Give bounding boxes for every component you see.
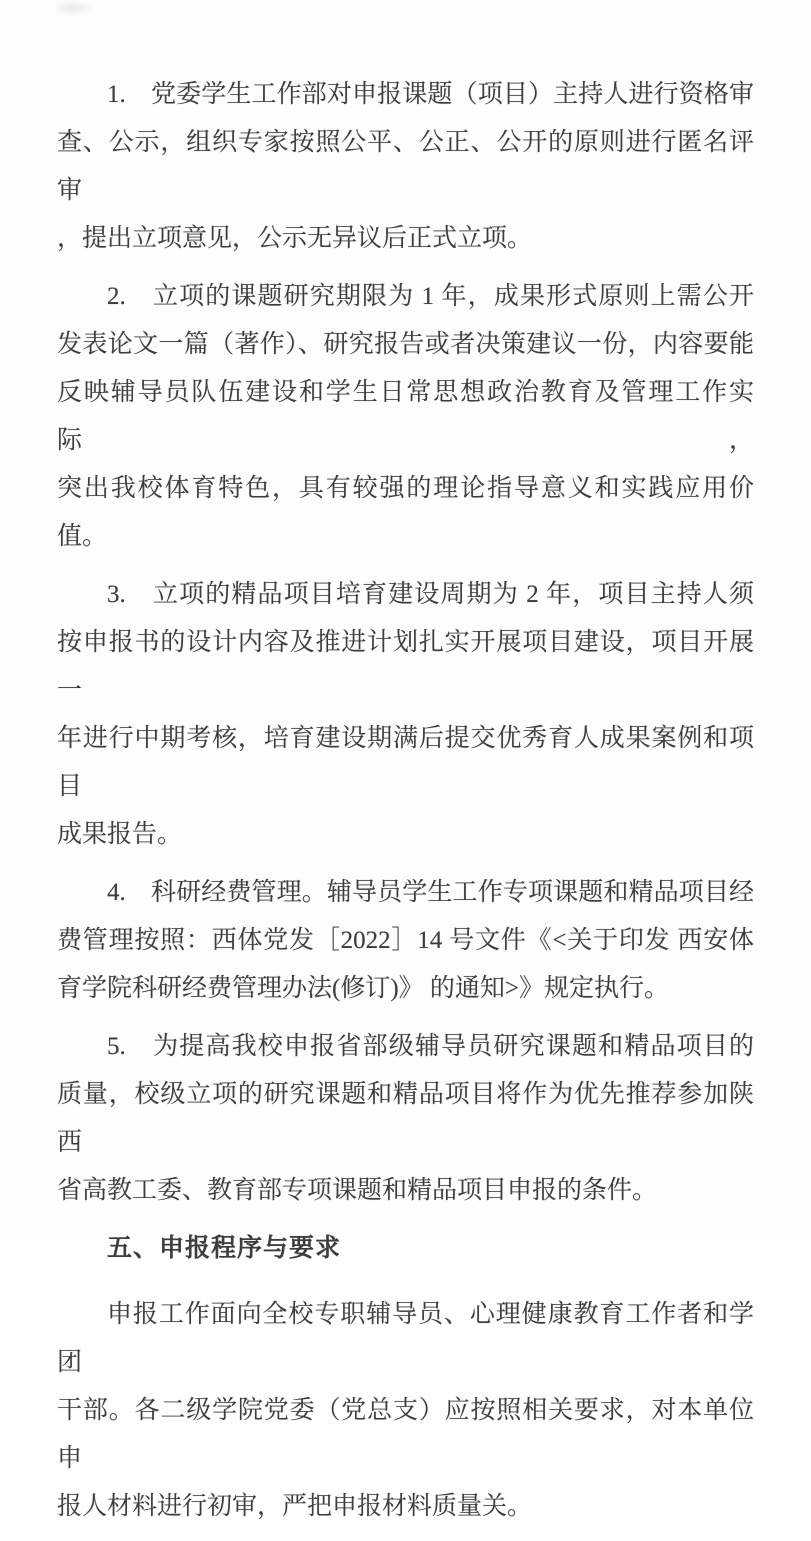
text-line: 干部。各二级学院党委（党总支）应按照相关要求，对本单位申: [57, 1397, 754, 1472]
heading-line: 五、申报程序与要求: [107, 1235, 342, 1262]
text-line: ，提出立项意见，公示无异议后正式立项。: [57, 225, 533, 252]
body-paragraph: [57, 571, 754, 859]
document-content: [57, 71, 754, 1541]
text-line: 5. 为提高我校申报省部级辅导员研究课题和精品项目的: [107, 1033, 754, 1060]
text-line: 2. 立项的课题研究期限为 1 年，成果形式原则上需公开: [107, 283, 754, 310]
text-line: 育学院科研经费管理办法(修订)》 的通知>》规定执行。: [57, 975, 670, 1002]
body-paragraph: [57, 869, 754, 1013]
text-line: 申报工作面向全校专职辅导员、心理健康教育工作者和学团: [57, 1301, 754, 1376]
text-line: 3. 立项的精品项目培育建设周期为 2 年，项目主持人须: [107, 581, 754, 608]
body-paragraph: [57, 273, 754, 561]
body-paragraph: [57, 1023, 754, 1215]
text-line: 查、公示，组织专家按照公平、公正、公开的原则进行匿名评审: [57, 129, 754, 204]
text-line: 按申报书的设计内容及推进计划扎实开展项目建设，项目开展一: [57, 629, 754, 704]
body-paragraph: [57, 1291, 754, 1531]
body-paragraph: [57, 71, 754, 263]
text-line: 1. 党委学生工作部对申报课题（项目）主持人进行资格审: [107, 81, 754, 108]
text-line: 4. 科研经费管理。辅导员学生工作专项课题和精品项目经: [107, 879, 754, 906]
section-heading: [57, 1225, 754, 1273]
text-line: 省高教工委、教育部专项课题和精品项目申报的条件。: [57, 1177, 658, 1204]
text-line: 发表论文一篇（著作）、研究报告或者决策建议一份，内容要能: [57, 331, 754, 358]
text-line: 成果报告。: [57, 821, 183, 848]
scan-smudge-artifact: [52, 0, 96, 16]
text-line: 质量，校级立项的研究课题和精品项目将作为优先推荐参加陕西: [57, 1081, 754, 1156]
text-line: 报人材料进行初审，严把申报材料质量关。: [57, 1493, 533, 1520]
text-line: 反映辅导员队伍建设和学生日常思想政治教育及管理工作实际，: [57, 379, 754, 454]
text-line: 年进行中期考核，培育建设期满后提交优秀育人成果案例和项目: [57, 725, 754, 800]
text-line: 突出我校体育特色，具有较强的理论指导意义和实践应用价值。: [57, 475, 754, 550]
text-line: 费管理按照：西体党发［2022］14 号文件《<关于印发 西安体: [57, 927, 754, 954]
